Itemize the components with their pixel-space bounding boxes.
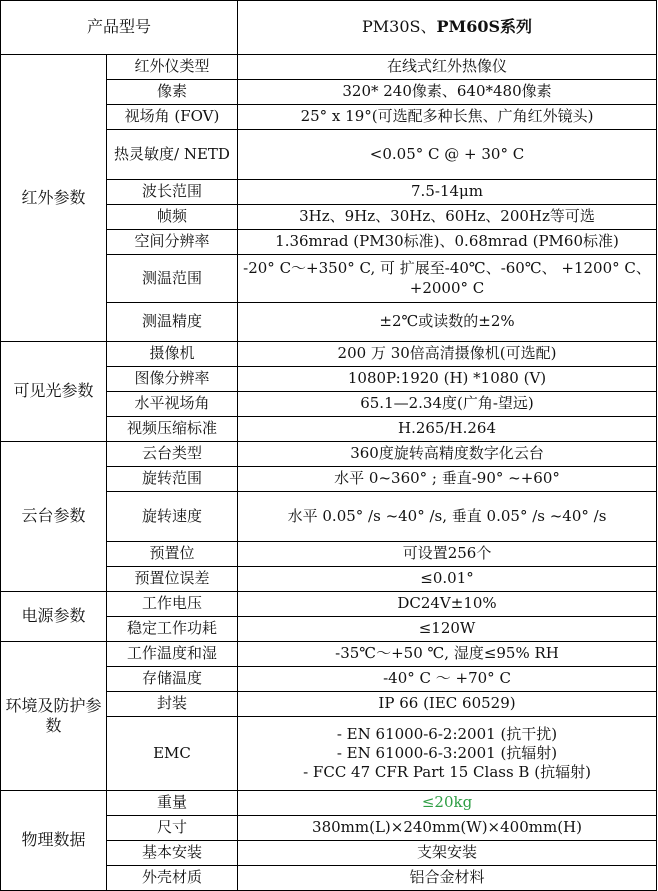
ir-netd-label: 热灵敏度/ NETD	[107, 130, 238, 180]
power-voltage-value: DC24V±10%	[238, 592, 657, 617]
phys-shell-label: 外壳材质	[107, 866, 238, 891]
env-ip-value: IP 66 (IEC 60529)	[238, 692, 657, 717]
header-label: 产品型号	[1, 1, 238, 55]
ir-res-value: 1.36mrad (PM30标准)、0.68mrad (PM60标准)	[238, 230, 657, 255]
table-row	[1, 1, 657, 55]
ir-type-value: 在线式红外热像仪	[238, 55, 657, 80]
env-ip-label: 封装	[107, 692, 238, 717]
ptz-speed-label: 旋转速度	[107, 492, 238, 542]
table-row	[1, 55, 657, 80]
group-ptz: 云台参数	[1, 442, 107, 592]
header-value	[238, 1, 657, 55]
ir-fps-value: 3Hz、9Hz、30Hz、60Hz、200Hz等可选	[238, 205, 657, 230]
group-physical: 物理数据	[1, 791, 107, 891]
env-emc-value	[238, 717, 657, 791]
env-store-value: -40° C ～ +70° C	[238, 667, 657, 692]
group-power: 电源参数	[1, 592, 107, 642]
ir-res-label: 空间分辨率	[107, 230, 238, 255]
table-row	[1, 592, 657, 617]
ptz-type-label: 云台类型	[107, 442, 238, 467]
ir-range-label: 测温范围	[107, 255, 238, 303]
vis-hfov-label: 水平视场角	[107, 392, 238, 417]
vis-codec-value: H.265/H.264	[238, 417, 657, 442]
phys-size-value: 380mm(L)×240mm(W)×400mm(H)	[238, 816, 657, 841]
phys-size-label: 尺寸	[107, 816, 238, 841]
env-emc-label: EMC	[107, 717, 238, 791]
ptz-type-value: 360度旋转高精度数字化云台	[238, 442, 657, 467]
vis-res-label: 图像分辨率	[107, 367, 238, 392]
ir-type-label: 红外仪类型	[107, 55, 238, 80]
group-visible: 可见光参数	[1, 342, 107, 442]
ir-range-value: -20° C～+350° C, 可 扩展至-40℃、-60℃、 +1200° C、+2000° C	[238, 255, 657, 303]
vis-hfov-value: 65.1—2.34度(广角-望远)	[238, 392, 657, 417]
ir-fov-label: 视场角 (FOV)	[107, 105, 238, 130]
ir-fps-label: 帧频	[107, 205, 238, 230]
phys-weight-label: 重量	[107, 791, 238, 816]
group-infrared: 红外参数	[1, 55, 107, 342]
ptz-preset-value: 可设置256个	[238, 542, 657, 567]
ptz-speed-value: 水平 0.05° /s ~40° /s, 垂直 0.05° /s ~40° /s	[238, 492, 657, 542]
env-op-value: -35℃～+50 ℃, 湿度≤95% RH	[238, 642, 657, 667]
ptz-rot-value: 水平 0~360° ; 垂直-90° ~+60°	[238, 467, 657, 492]
ir-pixel-label: 像素	[107, 80, 238, 105]
ptz-preset-err-value: ≤0.01°	[238, 567, 657, 592]
env-store-label: 存储温度	[107, 667, 238, 692]
table-row	[1, 342, 657, 367]
ptz-rot-label: 旋转范围	[107, 467, 238, 492]
ir-band-label: 波长范围	[107, 180, 238, 205]
phys-weight-value: ≤20kg	[238, 791, 657, 816]
ir-acc-label: 测温精度	[107, 303, 238, 342]
vis-codec-label: 视频压缩标准	[107, 417, 238, 442]
emc-line: - EN 61000-6-2:2001 (抗干扰)	[336, 724, 558, 743]
table-row	[1, 642, 657, 667]
ir-pixel-value: 320* 240像素、640*480像素	[238, 80, 657, 105]
emc-line: - FCC 47 CFR Part 15 Class B (抗辐射)	[303, 763, 591, 782]
power-voltage-label: 工作电压	[107, 592, 238, 617]
ptz-preset-label: 预置位	[107, 542, 238, 567]
vis-res-value: 1080P:1920 (H) *1080 (V)	[238, 367, 657, 392]
ir-netd-value: <0.05° C @ + 30° C	[238, 130, 657, 180]
phys-shell-value: 铝合金材料	[238, 866, 657, 891]
vis-cam-label: 摄像机	[107, 342, 238, 367]
ir-band-value: 7.5-14μm	[238, 180, 657, 205]
ptz-preset-err-label: 预置位误差	[107, 567, 238, 592]
vis-cam-value: 200 万 30倍高清摄像机(可选配)	[238, 342, 657, 367]
model-prefix: PM30S、	[361, 17, 437, 37]
ir-fov-value: 25° x 19°(可选配多种长焦、广角红外镜头)	[238, 105, 657, 130]
group-environment: 环境及防护参数	[1, 642, 107, 791]
table-row	[1, 442, 657, 467]
phys-mount-value: 支架安装	[238, 841, 657, 866]
model-series: PM60S系列	[436, 17, 533, 37]
power-consumption-value: ≤120W	[238, 617, 657, 642]
ir-acc-value: ±2℃或读数的±2%	[238, 303, 657, 342]
phys-mount-label: 基本安装	[107, 841, 238, 866]
table-row	[1, 791, 657, 816]
power-consumption-label: 稳定工作功耗	[107, 617, 238, 642]
emc-line: - EN 61000-6-3:2001 (抗辐射)	[336, 743, 558, 762]
env-op-label: 工作温度和湿	[107, 642, 238, 667]
